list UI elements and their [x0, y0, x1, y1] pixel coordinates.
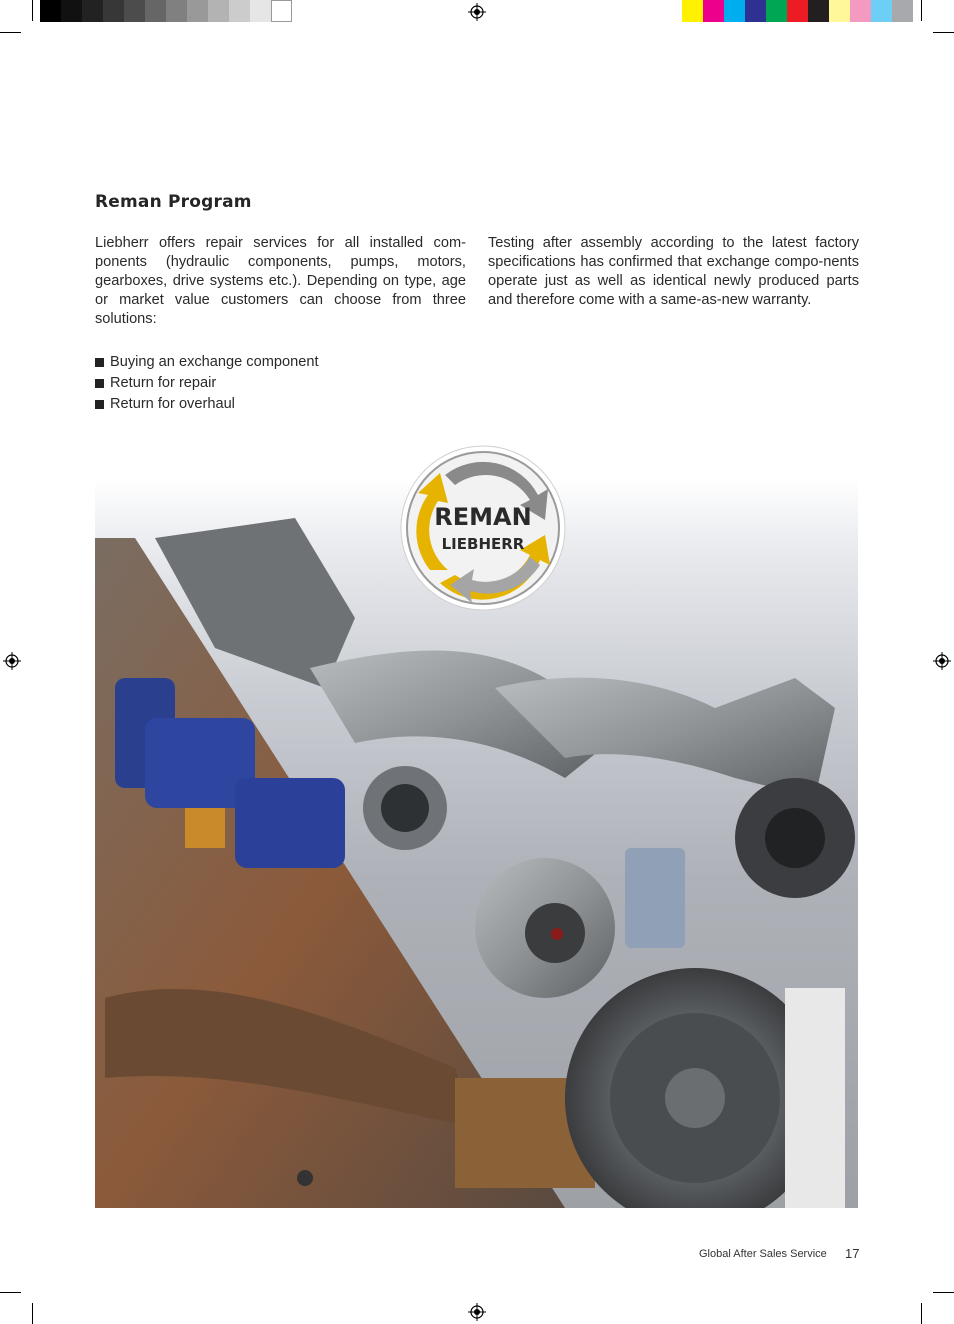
options-list	[95, 352, 319, 415]
list-item: Buying an exchange component	[95, 352, 319, 373]
gray-calibration-bar	[40, 0, 292, 22]
page-title: Reman Program	[95, 192, 252, 212]
list-item: Return for repair	[95, 373, 319, 394]
registration-mark-icon	[468, 3, 486, 21]
color-swatch	[40, 0, 61, 22]
bullet-square-icon	[95, 379, 104, 388]
color-swatch	[724, 0, 745, 22]
crop-mark-top-right-h	[933, 32, 954, 33]
color-swatch	[61, 0, 82, 22]
color-swatch	[745, 0, 766, 22]
list-item: Return for overhaul	[95, 394, 319, 415]
color-swatch	[103, 0, 124, 22]
testing-paragraph: Testing after assembly according to the latest factory specifications has confirmed that exchange compo-nents operate just as well as identical newly produced parts and therefore come with a same-as-new warranty.	[488, 235, 859, 308]
color-swatch	[850, 0, 871, 22]
crop-mark-bottom-left-h	[0, 1292, 21, 1293]
color-swatch	[82, 0, 103, 22]
color-swatch	[250, 0, 271, 22]
color-swatch	[682, 0, 703, 22]
bullet-square-icon	[95, 358, 104, 367]
color-swatch	[229, 0, 250, 22]
bullet-square-icon	[95, 400, 104, 409]
crop-mark-bottom-right-v	[921, 1303, 922, 1324]
registration-mark-icon	[468, 1303, 486, 1321]
crop-mark-bottom-left-v	[32, 1303, 33, 1324]
reman-liebherr-logo	[400, 445, 566, 611]
crop-mark-top-left-h	[0, 32, 21, 33]
color-swatch	[871, 0, 892, 22]
color-swatch	[208, 0, 229, 22]
color-swatch	[808, 0, 829, 22]
page-number: 17	[845, 1246, 860, 1261]
color-swatch	[145, 0, 166, 22]
color-swatch	[271, 0, 292, 22]
color-swatch	[829, 0, 850, 22]
intro-paragraph: Liebherr offers repair services for all installed com-ponents (hydraulic components, pumps, motors, gearboxes, drive systems etc.). Depending on type, age or market value customers can choose from three solutions:	[95, 235, 466, 327]
color-swatch	[124, 0, 145, 22]
color-swatch	[166, 0, 187, 22]
crop-mark-bottom-right-h	[933, 1292, 954, 1293]
registration-mark-icon	[933, 652, 951, 670]
color-swatch	[787, 0, 808, 22]
color-swatch	[187, 0, 208, 22]
crop-mark-top-left-v	[32, 0, 33, 21]
logo-line2: LIEBHERR	[441, 535, 525, 553]
color-swatch	[892, 0, 913, 22]
footer-label: Global After Sales Service	[699, 1248, 827, 1260]
logo-line1: REMAN	[434, 503, 532, 531]
color-calibration-bar	[682, 0, 913, 22]
color-swatch	[766, 0, 787, 22]
color-swatch	[703, 0, 724, 22]
crop-mark-top-right-v	[921, 0, 922, 21]
registration-mark-icon	[3, 652, 21, 670]
